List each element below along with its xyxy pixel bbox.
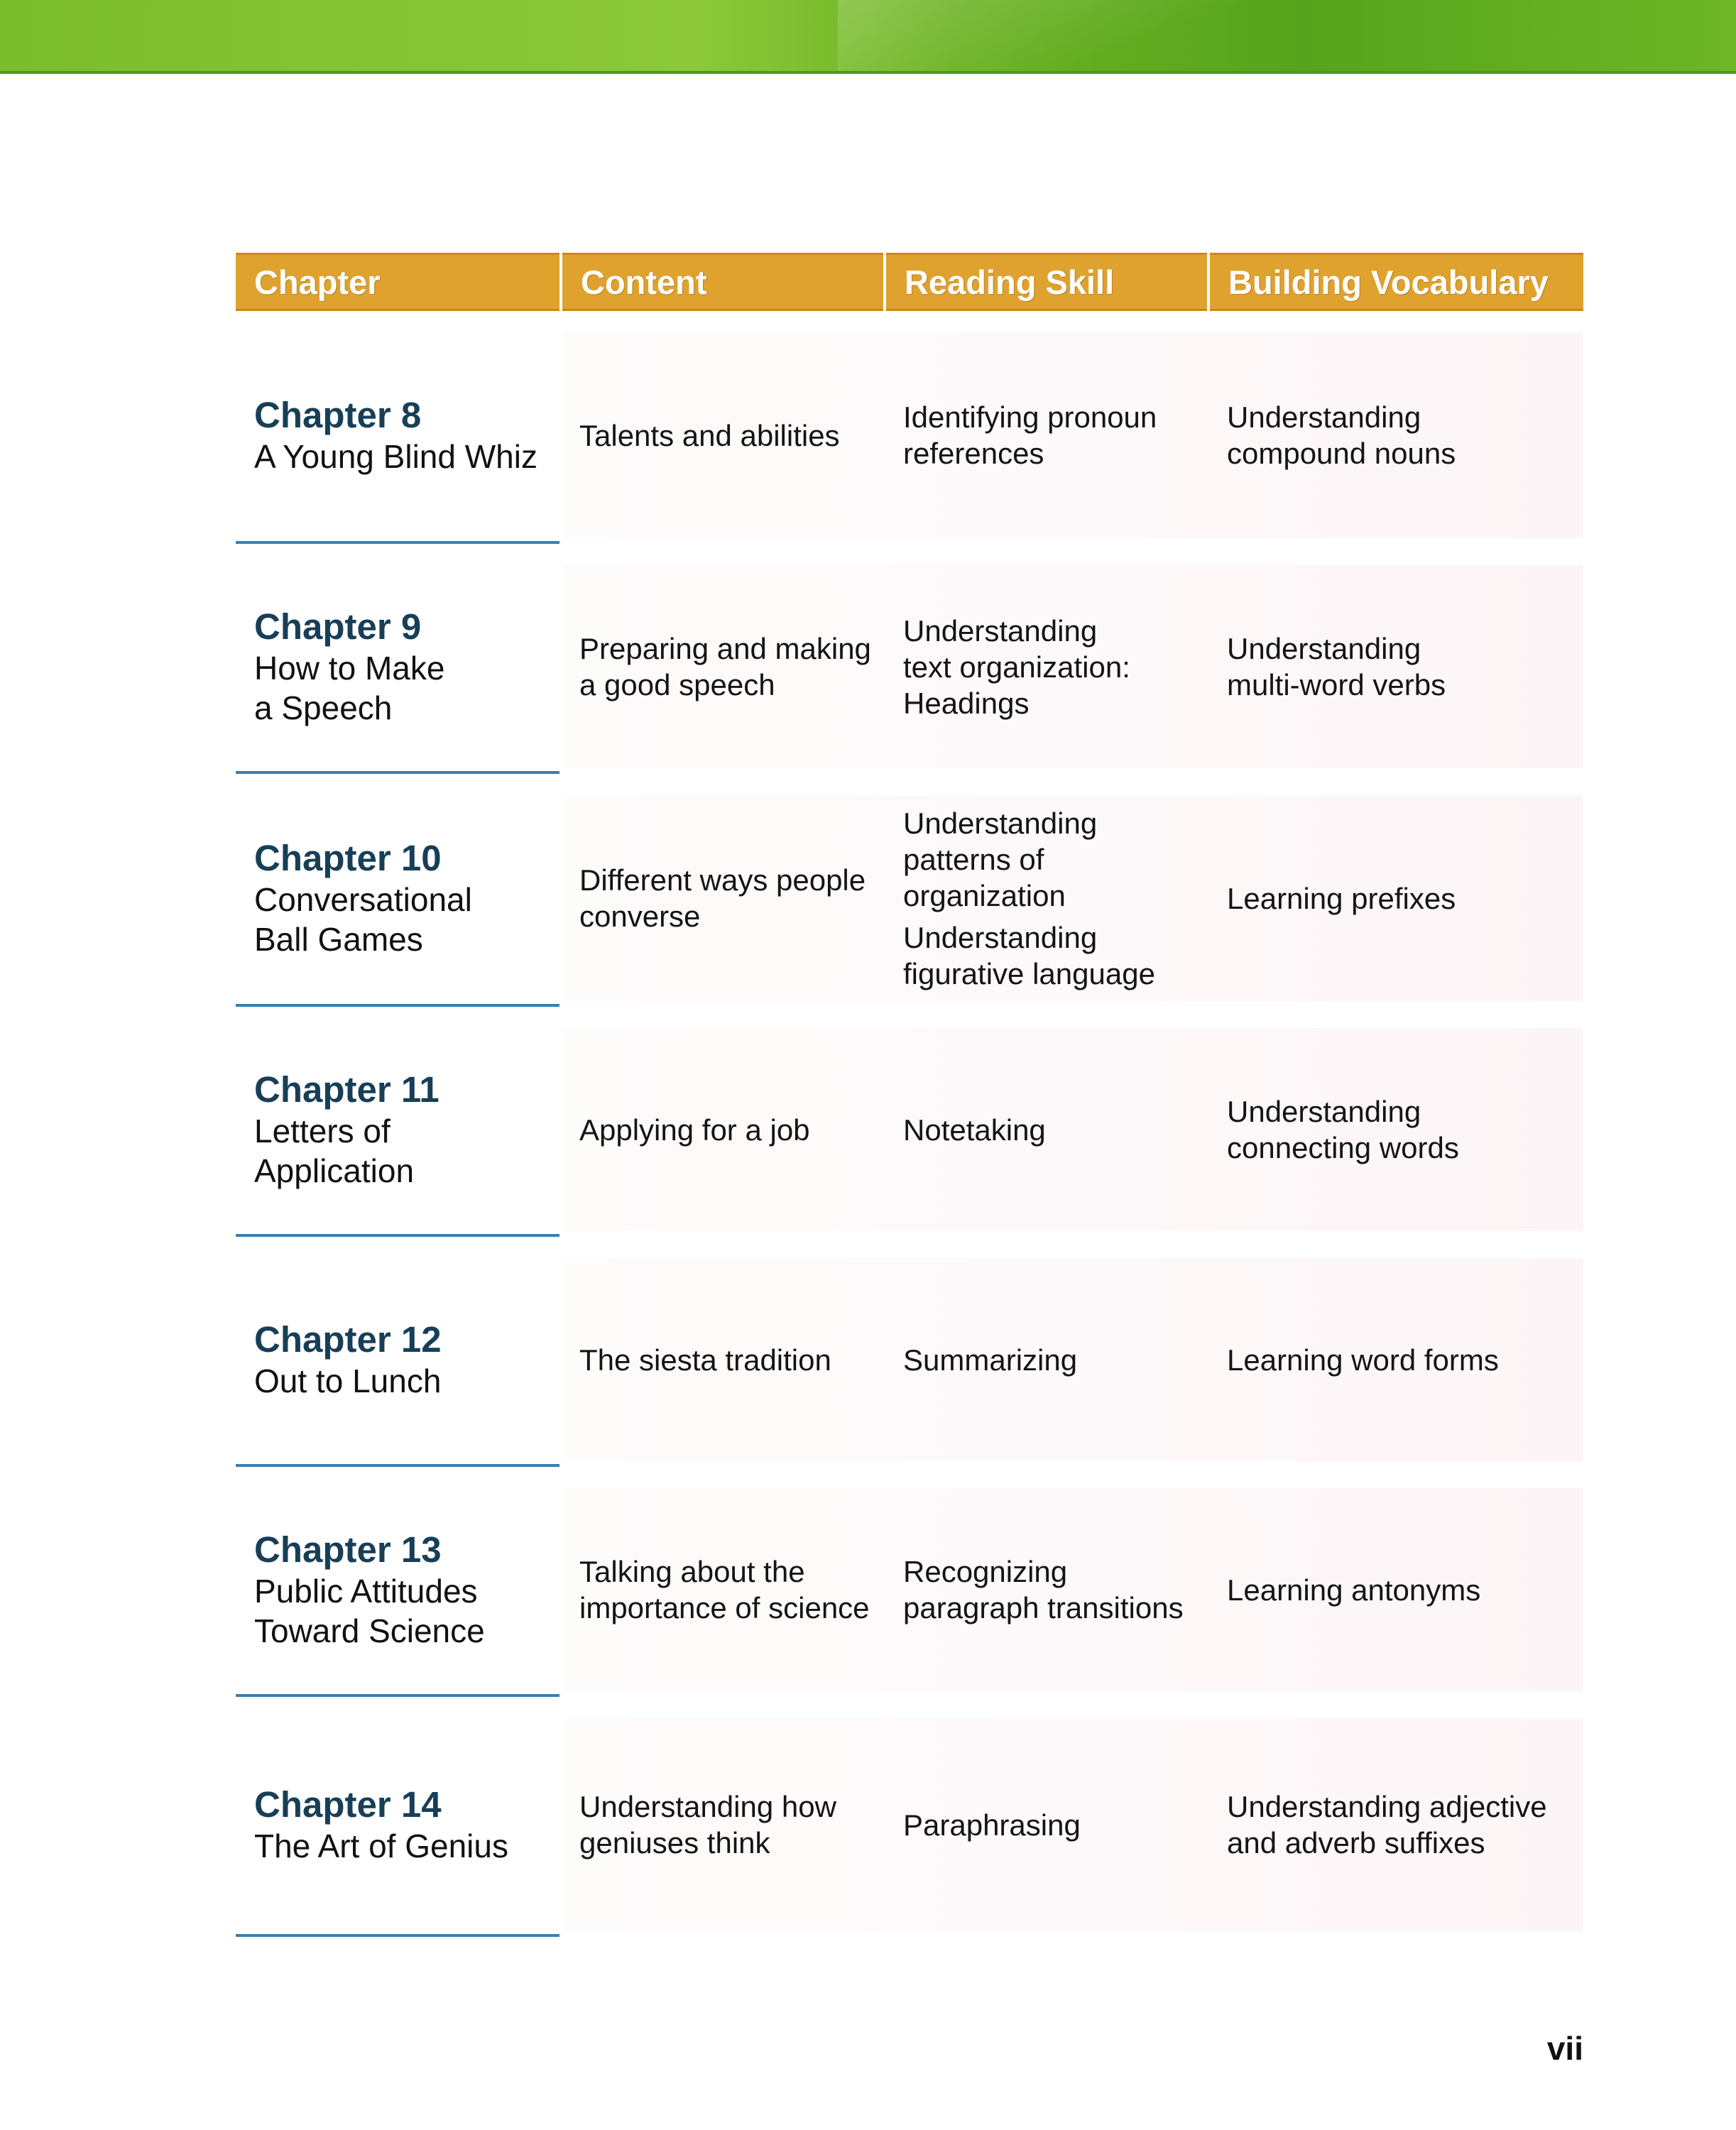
vocabulary-line: Learning antonyms [1227,1573,1481,1607]
chapter-title-line: Ball Games [254,921,423,958]
reading-skill-line: Identifying pronoun [903,400,1157,434]
vocabulary-cell [1227,1482,1582,1697]
header-content: Content [562,253,883,311]
chapter-title-line: Conversational [254,881,472,918]
table-header [0,253,1736,311]
content-line: Understanding how [579,1790,836,1823]
top-bar-edge [0,71,1736,74]
chapter-title-line: Out to Lunch [254,1362,442,1399]
content-cell [579,559,878,774]
chapter-number: Chapter 12 [254,1319,442,1360]
content-line: importance of science [579,1591,870,1624]
reading-skill-line: text organization: [903,650,1130,684]
reading-skill-line: Headings [903,686,1030,720]
chapter-number: Chapter 14 [254,1784,442,1825]
reading-skill-line: Understanding [903,806,1098,840]
chapter-title-line: The Art of Genius [254,1828,508,1864]
chapter-title-line: Toward Science [254,1612,485,1649]
row-divider [236,1234,559,1237]
reading-skill-line: Recognizing [903,1555,1068,1588]
row-divider [236,541,559,544]
content-line: Different ways people [579,863,866,897]
content-line: a good speech [579,668,775,701]
header-building-vocabulary: Building Vocabulary [1210,253,1583,311]
row-divider [236,1464,559,1467]
header-reading-skill: Reading Skill [886,253,1207,311]
vocabulary-cell [1227,1022,1582,1237]
skill-spacer [903,914,1201,919]
reading-skill-line: figurative language [903,956,1155,990]
chapter-title-line: Letters of [254,1113,391,1149]
vocabulary-line: Understanding [1227,400,1421,434]
reading-skill-line: paragraph transitions [903,1591,1184,1624]
vocabulary-line: connecting words [1227,1131,1459,1164]
chapter-cell [254,1713,559,1937]
reading-skill-line: references [903,437,1044,470]
vocabulary-line: Learning word forms [1227,1343,1499,1377]
reading-skill-line: Summarizing [903,1343,1078,1377]
content-line: Talents and abilities [579,418,840,452]
table-row [0,1022,1736,1237]
top-decorative-bar [0,0,1736,74]
reading-skill-line: organization [903,878,1066,912]
table-row [0,327,1736,544]
page-number: vii [1546,2030,1583,2067]
chapter-title-line: a Speech [254,689,393,726]
reading-skill-line: patterns of [903,842,1044,876]
chapter-title-line: Application [254,1152,415,1189]
vocabulary-line: and adverb suffixes [1227,1826,1485,1859]
vocabulary-line: Learning prefixes [1227,881,1456,915]
vocabulary-cell [1227,1713,1582,1937]
content-cell [579,1252,878,1467]
vocabulary-cell [1227,327,1582,544]
content-line: The siesta tradition [579,1343,831,1377]
chapter-title-line: Public Attitudes [254,1573,478,1610]
row-divider [236,1934,559,1937]
header-chapter: Chapter [236,253,559,311]
content-cell [579,327,878,544]
chapter-number: Chapter 9 [254,606,422,647]
content-cell [579,1482,878,1697]
reading-skill-cell [903,327,1201,544]
reading-skill-cell [903,1482,1201,1697]
reading-skill-line: Understanding [903,613,1098,648]
table-row [0,1252,1736,1467]
table-row [0,1713,1736,1937]
content-line: Preparing and making [579,632,871,665]
reading-skill-cell [903,1713,1201,1937]
chapter-number: Chapter 11 [254,1069,440,1110]
row-divider [236,1004,559,1007]
table-row [0,1482,1736,1697]
vocabulary-line: Understanding [1227,1095,1421,1128]
chapter-title-line: A Young Blind Whiz [254,438,537,475]
chapter-number: Chapter 13 [254,1529,442,1570]
chapter-cell [254,1252,559,1467]
content-cell [579,1022,878,1237]
chapter-number: Chapter 8 [254,395,422,435]
content-cell [579,790,878,1007]
chapter-cell [254,1482,559,1697]
reading-skill-cell [903,790,1201,1007]
content-line: geniuses think [579,1826,770,1859]
content-cell [579,1713,878,1937]
chapter-cell [254,559,559,774]
reading-skill-cell [903,1022,1201,1237]
content-line: Talking about the [579,1555,805,1588]
table-row [0,559,1736,774]
reading-skill-cell [903,559,1201,774]
reading-skill-cell [903,1252,1201,1467]
vocabulary-cell [1227,1252,1582,1467]
content-line: converse [579,900,701,933]
content-line: Applying for a job [579,1113,810,1147]
vocabulary-cell [1227,559,1582,774]
vocabulary-line: Understanding [1227,632,1421,665]
reading-skill-line: Understanding [903,920,1098,954]
row-divider [236,771,559,774]
row-divider [236,1694,559,1697]
vocabulary-line: multi-word verbs [1227,668,1446,701]
chapter-title-line: How to Make [254,650,445,687]
vocabulary-cell [1227,790,1582,1007]
chapter-cell [254,790,559,1007]
chapter-cell [254,327,559,544]
reading-skill-line: Paraphrasing [903,1808,1081,1842]
chapter-cell [254,1022,559,1237]
chapter-number: Chapter 10 [254,838,442,878]
vocabulary-line: Understanding adjective [1227,1790,1547,1823]
table-row [0,790,1736,1007]
vocabulary-line: compound nouns [1227,437,1456,470]
reading-skill-line: Notetaking [903,1113,1046,1147]
